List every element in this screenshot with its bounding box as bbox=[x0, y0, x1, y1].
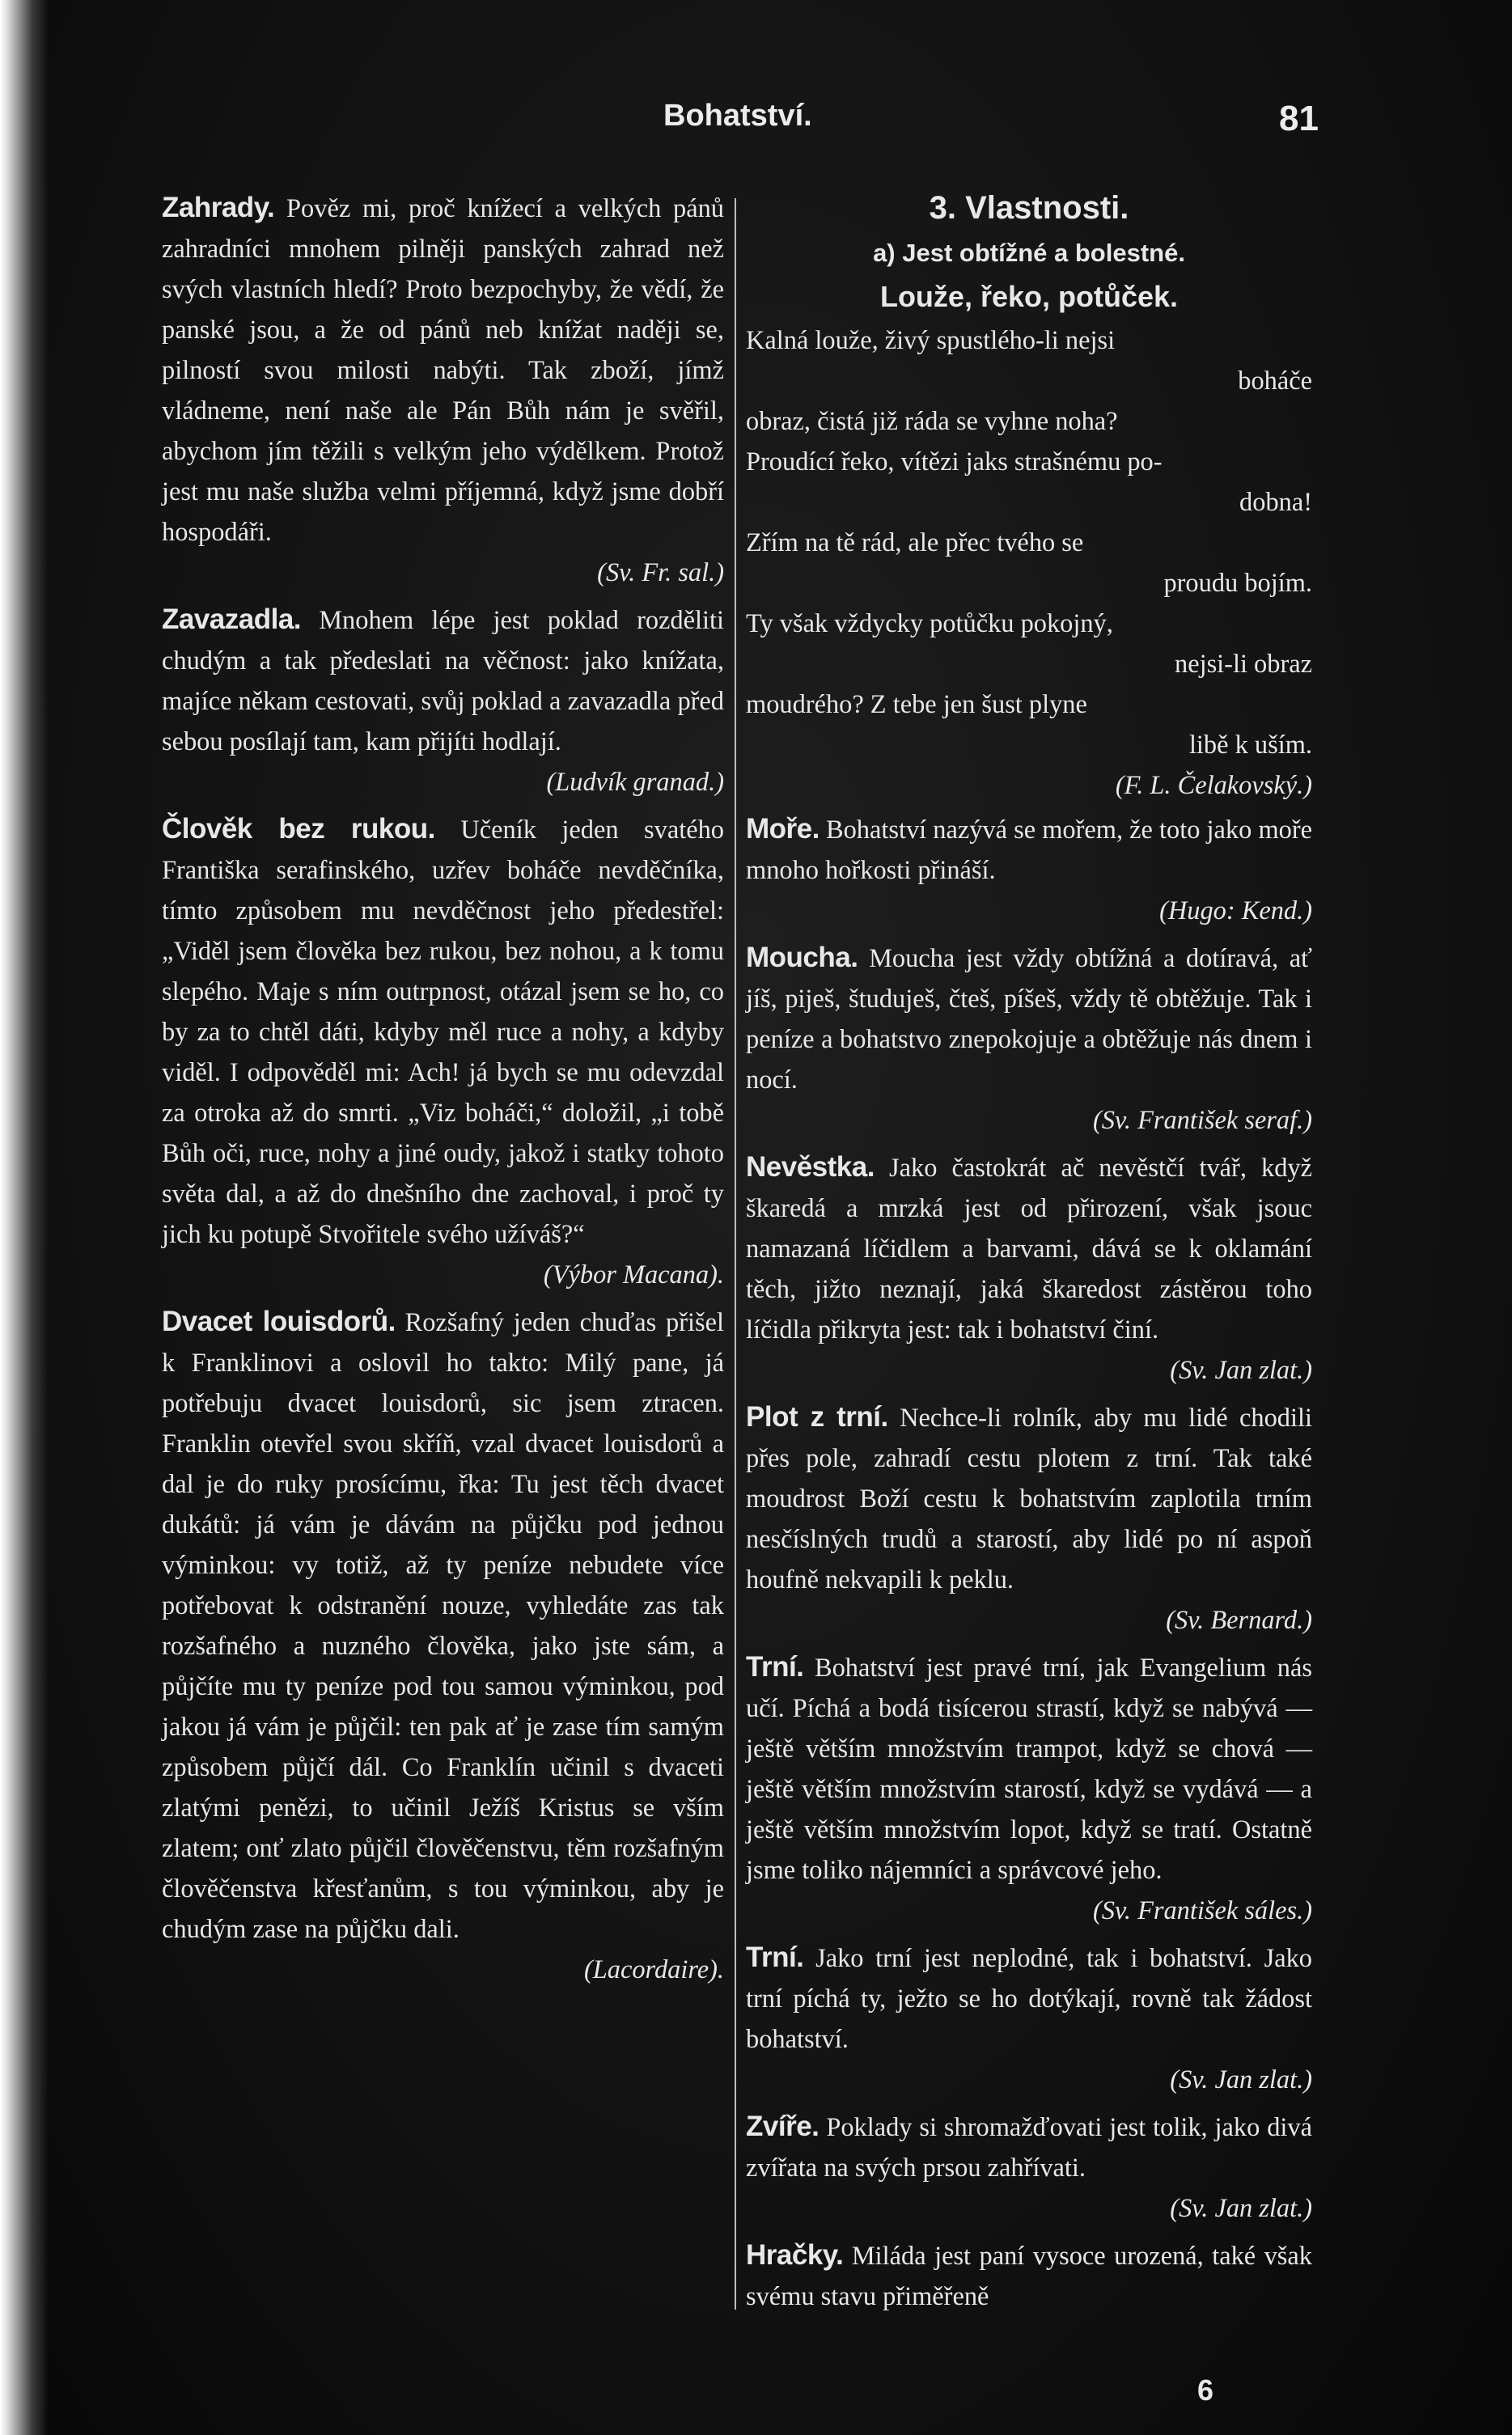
entry-keyword: Moře. bbox=[746, 813, 820, 845]
entry-trni-1 bbox=[746, 1647, 1312, 1931]
entry-text: Moucha jest vždy obtížná a dotíravá, ať jíš, piješ, študuješ, čteš, píšeš, vždy tě obtěžuje. Tak i peníze a bohatstvo znepokojuje a obtěžuje nás dnem i nocí. bbox=[746, 944, 1312, 1095]
entry-source: (Sv. Jan zlat.) bbox=[1170, 1356, 1312, 1385]
entry-text: Učeník jeden svatého Františka serafinského, uzřev boháče nevděčníka, tímto způsobem mu nevděčnost jeho předestřel: „Viděl jsem člověka bez rukou, bez nohou, a k tomu slepého. Maje s ním outrpnost, otázal jsem se ho, co by za to chtěl dáti, kdyby měl ruce a nohy, a kdyby viděl. I odpověděl mi: Ach! já bych se mu odevzdal za otroka až do smrti. „Viz boháči,“ doložil, „i tobě Bůh oči, ruce, nohy a jiné oudy, jakož i statky tohoto světa dal, a až do dnešního dne zachoval, i proč ty jich ku potupě Stvořitele svého užíváš?“ bbox=[162, 815, 724, 1249]
entry-text: Poklady si shromažďovati jest tolik, jako divá zvířata na svých prsou zahřívati. bbox=[746, 2113, 1312, 2183]
poem-line: moudrého? Z tebe jen šust plyne bbox=[746, 690, 1087, 719]
entry-moucha bbox=[746, 938, 1312, 1141]
page-header bbox=[162, 99, 1319, 147]
subsection-title: a) Jest obtížné a bolestné. bbox=[873, 239, 1185, 267]
entry-keyword: Trní. bbox=[746, 1942, 804, 1973]
entry-keyword: Zahrady. bbox=[162, 192, 275, 223]
entry-text: Mnohem lépe jest poklad rozděliti chudým a tak předeslati na věčnost: jako knížata, majíce někam cestovati, svůj poklad a zavazadla před sebou posílají tam, kam přijíti hodlají. bbox=[162, 606, 724, 756]
entry-text: Pověz mi, proč knížecí a velkých pánů zahradníci mnohem pilněji panských zahrad než svých vlastních hledí? Proto bezpochyby, že vědí, že panské jsou, a že od pánů neb knížat naději se, pilností svou milosti nabýti. Tak zboží, jímž vládneme, není naše ale Pán Bůh nám je svěřil, abychom jím těžili s velkým jeho výdělkem. Protož jest mu naše služba velmi příjemná, když jsme dobří hospodáři. bbox=[162, 194, 724, 547]
section-title: 3. Vlastnosti. bbox=[929, 190, 1129, 226]
entry-text: Miláda jest paní vysoce urozená, také však svému stavu přiměřeně bbox=[746, 2242, 1312, 2311]
entry-source: (Výbor Macana). bbox=[543, 1260, 724, 1289]
entry-text: Jako trní jest neplodné, tak i bohatství. Jako trní píchá ty, ježto se ho dotýkají, rovně tak žádost bohatství. bbox=[746, 1944, 1312, 2054]
poem-line: Kalná louže, živý spustlého-li nejsi bbox=[746, 326, 1116, 355]
entry-source: (Sv. František seraf.) bbox=[1092, 1106, 1312, 1135]
entry-keyword: Zavazadla. bbox=[162, 603, 302, 635]
entry-source: (Sv. Jan zlat.) bbox=[1170, 2065, 1312, 2094]
entry-zavazadla bbox=[162, 599, 724, 802]
right-column bbox=[746, 188, 1312, 2323]
entry-nevestka bbox=[746, 1147, 1312, 1391]
entry-text: Rozšafný jeden chuďas přišel k Franklinovi a oslovil ho takto: Milý pane, já potřebuju dvacet louisdorů, sic jsem ztracen. Franklin otevřel svou skříň, vzal dvacet louisdorů a dal je do ruky prosícímu, řka: Tu jest těch dvacet dukátů: já vám je dávám na půjčku pod jednou výminkou: vy totiž, až ty peníze nebudete více potřebovat k odstranění nouze, vyhledáte zas tak rozšafného a nuzného člověka, jako jste sám, a půjčíte mu ty peníze pod tou samou výminkou, pod jakou já vám je půjčil: ten pak ať je zase tím samým způsobem půjčí dál. Co Franklín učinil s dvaceti zlatými penězi, to učinil Ježíš Kristus se vším zlatem; onť zlato půjčil člověčenstvu, těm rozšafným člověčenstva křesťanům, s tou výminkou, aby je chudým zase na půjčku dali. bbox=[162, 1308, 725, 1944]
poem-line-continuation: libě k uším. bbox=[1188, 730, 1312, 760]
entry-more bbox=[746, 809, 1312, 931]
entry-plot-z-trni bbox=[746, 1397, 1312, 1641]
entry-keyword: Trní. bbox=[746, 1651, 804, 1683]
entry-source: (Sv. František sáles.) bbox=[1092, 1896, 1312, 1925]
entry-keyword: Hračky. bbox=[746, 2239, 844, 2271]
entry-clovek-bez-rukou bbox=[162, 809, 724, 1295]
poem-line: Ty však vždycky potůčku pokojný, bbox=[746, 609, 1113, 638]
poem-line: Proudící řeko, vítězi jaks strašnému po- bbox=[746, 447, 1163, 476]
poem-line-continuation: dobna! bbox=[1239, 488, 1312, 517]
entry-text: Bohatství nazývá se mořem, že toto jako moře mnoho hořkosti přináší. bbox=[746, 815, 1312, 885]
poem-line-continuation: nejsi-li obraz bbox=[1175, 650, 1312, 679]
entry-keyword: Dvacet louisdorů. bbox=[162, 1306, 396, 1337]
entry-keyword: Moucha. bbox=[746, 942, 858, 973]
entry-source: (Sv. Jan zlat.) bbox=[1170, 2194, 1312, 2223]
running-title: Bohatství. bbox=[663, 99, 812, 133]
page-edge-shadow bbox=[0, 0, 49, 2435]
entry-hracky bbox=[746, 2235, 1312, 2317]
poem-line-continuation: boháče bbox=[1238, 366, 1312, 396]
entry-zahrady bbox=[162, 188, 724, 593]
entry-source: (Ludvík granad.) bbox=[546, 768, 724, 797]
entry-text: Jako častokrát ač nevěstčí tvář, když škaredá a mrzká jest od přirození, však jsouc namazaná líčidlem a barvami, dává se k oklamání těch, jižto neznají, jaká škaredost zástěrou toho líčidla přikryta jest: tak i bohatství činí. bbox=[746, 1154, 1312, 1345]
entry-keyword: Nevěstka. bbox=[746, 1151, 875, 1183]
entry-keyword: Člověk bez rukou. bbox=[162, 813, 435, 845]
poem-title: Louže, řeko, potůček. bbox=[879, 280, 1179, 313]
entry-text: Nechce-li rolník, aby mu lidé chodili přes pole, zahradí cestu plotem z trní. Tak také moudrost Boží cestu k bohatstvím zaplotila trním nesčíslných trudů a starostí, aby lidé po ní aspoň houfně nekvapili k peklu. bbox=[746, 1404, 1312, 1594]
signature-mark: 6 bbox=[1197, 2374, 1214, 2407]
entry-keyword: Plot z trní. bbox=[746, 1401, 888, 1433]
entry-source: (Hugo: Kend.) bbox=[1159, 896, 1312, 925]
poem-line-continuation: proudu bojím. bbox=[1163, 569, 1312, 598]
left-column bbox=[162, 188, 724, 1997]
poem-source: (F. L. Čelakovský.) bbox=[1115, 771, 1312, 800]
poem bbox=[746, 320, 1312, 806]
entry-source: (Lacordaire). bbox=[583, 1955, 724, 1984]
column-divider bbox=[735, 198, 736, 2310]
entry-text: Bohatství jest pravé trní, jak Evangelium nás učí. Píchá a bodá tisícerou strastí, když se nabývá — ještě větším množstvím trampot, když se chová — ještě větším množstvím starostí, když se vydává — a ještě větším množstvím lopot, když se tratí. Ostatně jsme toliko nájemníci a správcové jeho. bbox=[746, 1654, 1312, 1885]
entry-dvacet-louisdoru bbox=[162, 1302, 724, 1990]
entry-source: (Sv. Fr. sal.) bbox=[597, 558, 724, 587]
poem-line: Zřím na tě rád, ale přec tvého se bbox=[746, 528, 1084, 557]
entry-keyword: Zvíře. bbox=[746, 2111, 820, 2142]
entry-trni-2 bbox=[746, 1937, 1312, 2100]
page-number: 81 bbox=[1279, 99, 1319, 138]
entry-zvire bbox=[746, 2107, 1312, 2229]
entry-source: (Sv. Bernard.) bbox=[1166, 1606, 1312, 1635]
poem-line: obraz, čistá již ráda se vyhne noha? bbox=[746, 407, 1118, 436]
